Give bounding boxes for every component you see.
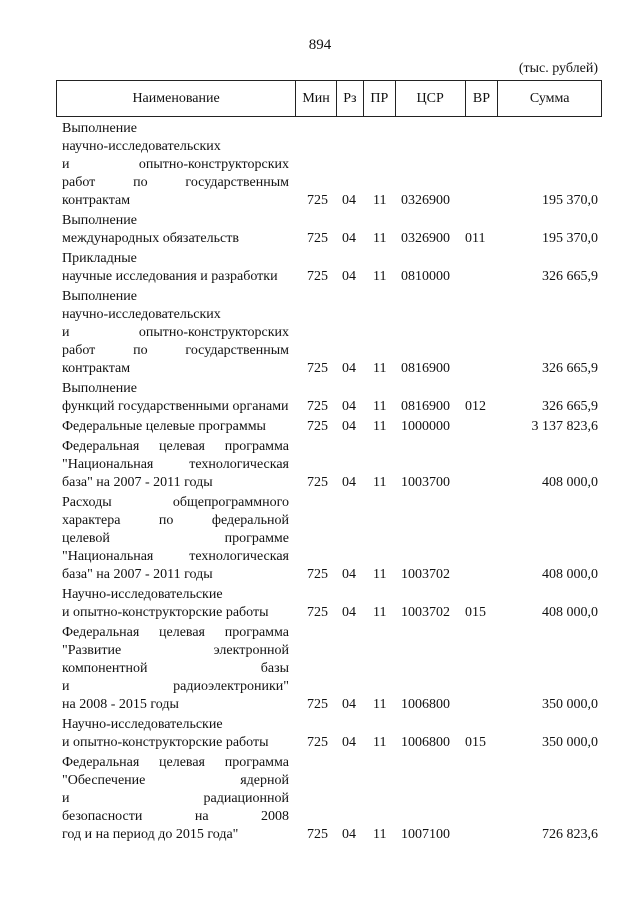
row-min: 725 bbox=[307, 475, 328, 490]
row-rz: 04 bbox=[342, 697, 356, 712]
row-sum: 3 137 823,6 bbox=[531, 419, 598, 434]
row-csr: 1003702 bbox=[401, 605, 450, 620]
row-csr: 0816900 bbox=[401, 399, 450, 414]
row-rz: 04 bbox=[342, 269, 356, 284]
units-label: (тыс. рублей) bbox=[518, 61, 598, 76]
row-rz: 04 bbox=[342, 399, 356, 414]
row-pr: 11 bbox=[373, 605, 387, 620]
row-name: Федеральные целевые программы bbox=[62, 419, 266, 434]
row-name: Выполнение научно-исследовательских и опытно-конструкторских работ по государственным контрактам bbox=[62, 121, 289, 208]
row-name: Выполнение международных обязательств bbox=[62, 213, 239, 246]
row-rz: 04 bbox=[342, 231, 356, 246]
header-rz: Рз bbox=[337, 81, 364, 116]
header-csr: ЦСР bbox=[396, 81, 466, 116]
row-sum: 350 000,0 bbox=[542, 697, 598, 712]
row-name: Расходы общепрограммного характера по федеральной целевой программе "Национальная технологическая база" на 2007 - 2011 годы bbox=[62, 495, 289, 582]
row-name: Научно-исследовательские и опытно-конструкторские работы bbox=[62, 717, 269, 750]
row-sum: 326 665,9 bbox=[542, 269, 598, 284]
row-pr: 11 bbox=[373, 567, 387, 582]
row-vr: 015 bbox=[465, 735, 486, 750]
row-pr: 11 bbox=[373, 361, 387, 376]
row-rz: 04 bbox=[342, 475, 356, 490]
row-vr: 015 bbox=[465, 605, 486, 620]
row-vr: 012 bbox=[465, 399, 486, 414]
table-row bbox=[62, 438, 602, 492]
row-csr: 1006800 bbox=[401, 735, 450, 750]
table-body bbox=[62, 120, 602, 846]
row-pr: 11 bbox=[373, 475, 387, 490]
row-name: Прикладные научные исследования и разработки bbox=[62, 251, 278, 284]
row-pr: 11 bbox=[373, 697, 387, 712]
row-sum: 726 823,6 bbox=[542, 827, 598, 842]
row-csr: 1007100 bbox=[401, 827, 450, 842]
row-rz: 04 bbox=[342, 193, 356, 208]
header-pr: ПР bbox=[364, 81, 396, 116]
table-row bbox=[62, 716, 602, 752]
row-name: Федеральная целевая программа "Национальная технологическая база" на 2007 - 2011 годы bbox=[62, 439, 289, 490]
row-csr: 0326900 bbox=[401, 231, 450, 246]
row-min: 725 bbox=[307, 419, 328, 434]
row-name: Выполнение функций государственными органами bbox=[62, 381, 289, 414]
row-sum: 195 370,0 bbox=[542, 231, 598, 246]
row-csr: 1003702 bbox=[401, 567, 450, 582]
row-min: 725 bbox=[307, 735, 328, 750]
row-csr: 0810000 bbox=[401, 269, 450, 284]
table-row bbox=[62, 120, 602, 210]
row-min: 725 bbox=[307, 827, 328, 842]
row-name: Выполнение научно-исследовательских и опытно-конструкторских работ по государственным контрактам bbox=[62, 289, 289, 376]
table-row bbox=[62, 624, 602, 714]
row-rz: 04 bbox=[342, 361, 356, 376]
row-sum: 350 000,0 bbox=[542, 735, 598, 750]
table-row bbox=[62, 380, 602, 416]
row-pr: 11 bbox=[373, 231, 387, 246]
row-min: 725 bbox=[307, 399, 328, 414]
row-pr: 11 bbox=[373, 735, 387, 750]
row-pr: 11 bbox=[373, 193, 387, 208]
row-sum: 408 000,0 bbox=[542, 567, 598, 582]
header-name: Наименование bbox=[57, 81, 296, 116]
row-csr: 1000000 bbox=[401, 419, 450, 434]
header-vr: ВР bbox=[466, 81, 499, 116]
table-row bbox=[62, 586, 602, 622]
row-csr: 1003700 bbox=[401, 475, 450, 490]
row-min: 725 bbox=[307, 697, 328, 712]
page-number: 894 bbox=[308, 37, 332, 53]
table-row bbox=[62, 212, 602, 248]
row-name: Научно-исследовательские и опытно-конструкторские работы bbox=[62, 587, 269, 620]
row-pr: 11 bbox=[373, 269, 387, 284]
table-row bbox=[62, 288, 602, 378]
table-header bbox=[56, 80, 602, 117]
table-row bbox=[62, 754, 602, 844]
row-rz: 04 bbox=[342, 605, 356, 620]
row-pr: 11 bbox=[373, 399, 387, 414]
row-pr: 11 bbox=[373, 827, 387, 842]
row-min: 725 bbox=[307, 605, 328, 620]
row-rz: 04 bbox=[342, 419, 356, 434]
row-min: 725 bbox=[307, 193, 328, 208]
table-row bbox=[62, 250, 602, 286]
row-min: 725 bbox=[307, 361, 328, 376]
row-pr: 11 bbox=[373, 419, 387, 434]
row-sum: 195 370,0 bbox=[542, 193, 598, 208]
row-vr: 011 bbox=[465, 231, 486, 246]
row-rz: 04 bbox=[342, 827, 356, 842]
row-sum: 408 000,0 bbox=[542, 605, 598, 620]
row-csr: 0326900 bbox=[401, 193, 450, 208]
row-name: Федеральная целевая программа "Обеспечение ядерной и радиационной безопасности на 2008 год и на период до 2015 года" bbox=[62, 755, 289, 842]
row-min: 725 bbox=[307, 567, 328, 582]
row-sum: 408 000,0 bbox=[542, 475, 598, 490]
row-csr: 1006800 bbox=[401, 697, 450, 712]
row-name: Федеральная целевая программа "Развитие электронной компонентной базы и радиоэлектроники" на 2008 - 2015 годы bbox=[62, 625, 289, 712]
row-sum: 326 665,9 bbox=[542, 361, 598, 376]
row-sum: 326 665,9 bbox=[542, 399, 598, 414]
table-row bbox=[62, 418, 602, 436]
row-min: 725 bbox=[307, 231, 328, 246]
row-rz: 04 bbox=[342, 735, 356, 750]
row-csr: 0816900 bbox=[401, 361, 450, 376]
table-row bbox=[62, 494, 602, 584]
row-min: 725 bbox=[307, 269, 328, 284]
row-rz: 04 bbox=[342, 567, 356, 582]
header-min: Мин bbox=[296, 81, 337, 116]
header-sum: Сумма bbox=[529, 90, 570, 106]
